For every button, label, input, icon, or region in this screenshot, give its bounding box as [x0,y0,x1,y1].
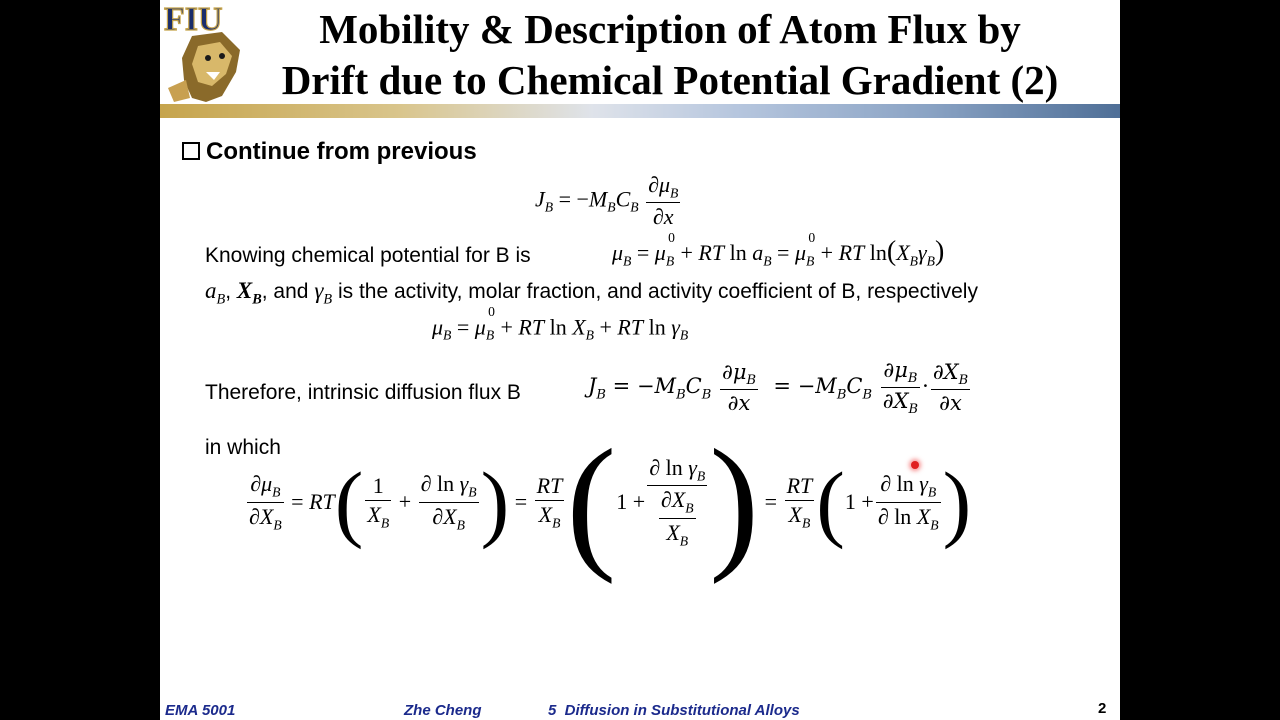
chemical-potential-equation: $\mu_B = \mu_B^0$ + RT $\ln a_B = \mu_B^0$ + RT $\ln(X_B\gamma_B)$ [612,229,945,269]
laser-pointer-dot [911,461,919,469]
page-number: 2 [1098,700,1107,717]
slide [160,0,1120,720]
svg-text:FIU: FIU [164,2,223,38]
slide-title [230,4,1110,106]
intrinsic-flux-equation: $J_B = -M_BC_B$ $\frac{\partial\mu_B}{\partial x}$ = $-M_BC_B$ $\frac{\partial\mu_B}{\partial X_B}$ · $\frac{\partial X_B}{\partial x}$ [588,358,969,418]
activity-definition-line: $a_B$, $X_B$, and $\gamma_B$ is the activity, molar fraction, and activity coefficient of B, respectively [205,278,978,308]
therefore-text: Therefore, intrinsic diffusion flux B [205,381,521,404]
title-gradient-bar [160,104,1120,118]
flux-equation: $J_B = -M_BC_B$ $\frac{\partial\mu_B}{\partial x}$ [535,172,679,230]
footer-author: Zhe Cheng [404,702,482,719]
split-potential-equation: $\mu_B = \mu_B^0$ + RT $\ln X_B$ + RT $\ln \gamma_B$ [432,304,689,343]
derivative-equation: $\frac{\partial\mu_B}{\partial X_B}$ = RT ( $\frac{1}{X_B}$ + $\frac{\partial \ln \gamma_B}{\partial X_B}$ ) = $\frac{RT}{X_B}$ ( 1 + $\frac{\partial \ln \gamma_B}{\frac{\partial X_B}{X_B}}$ ) = $\frac{RT}{X_B}$ ( 1 + $\frac{\partial \ln \gamma_B}{\partial \ln X_B}$ ) [249,419,972,585]
footer-chapter: 5 Diffusion in Substitutional Alloys [548,702,800,719]
checkbox-bullet-icon [182,142,200,160]
in-which-text: in which [205,436,281,459]
bullet-heading [182,138,477,166]
title-line-2: Drift due to Chemical Potential Gradient (2) [281,57,1059,103]
bullet-text: Continue from previous [206,138,477,165]
footer-course: EMA 5001 [165,702,236,719]
title-line-1: Mobility & Description of Atom Flux by [319,6,1021,52]
knowing-text: Knowing chemical potential for B is [205,244,531,267]
